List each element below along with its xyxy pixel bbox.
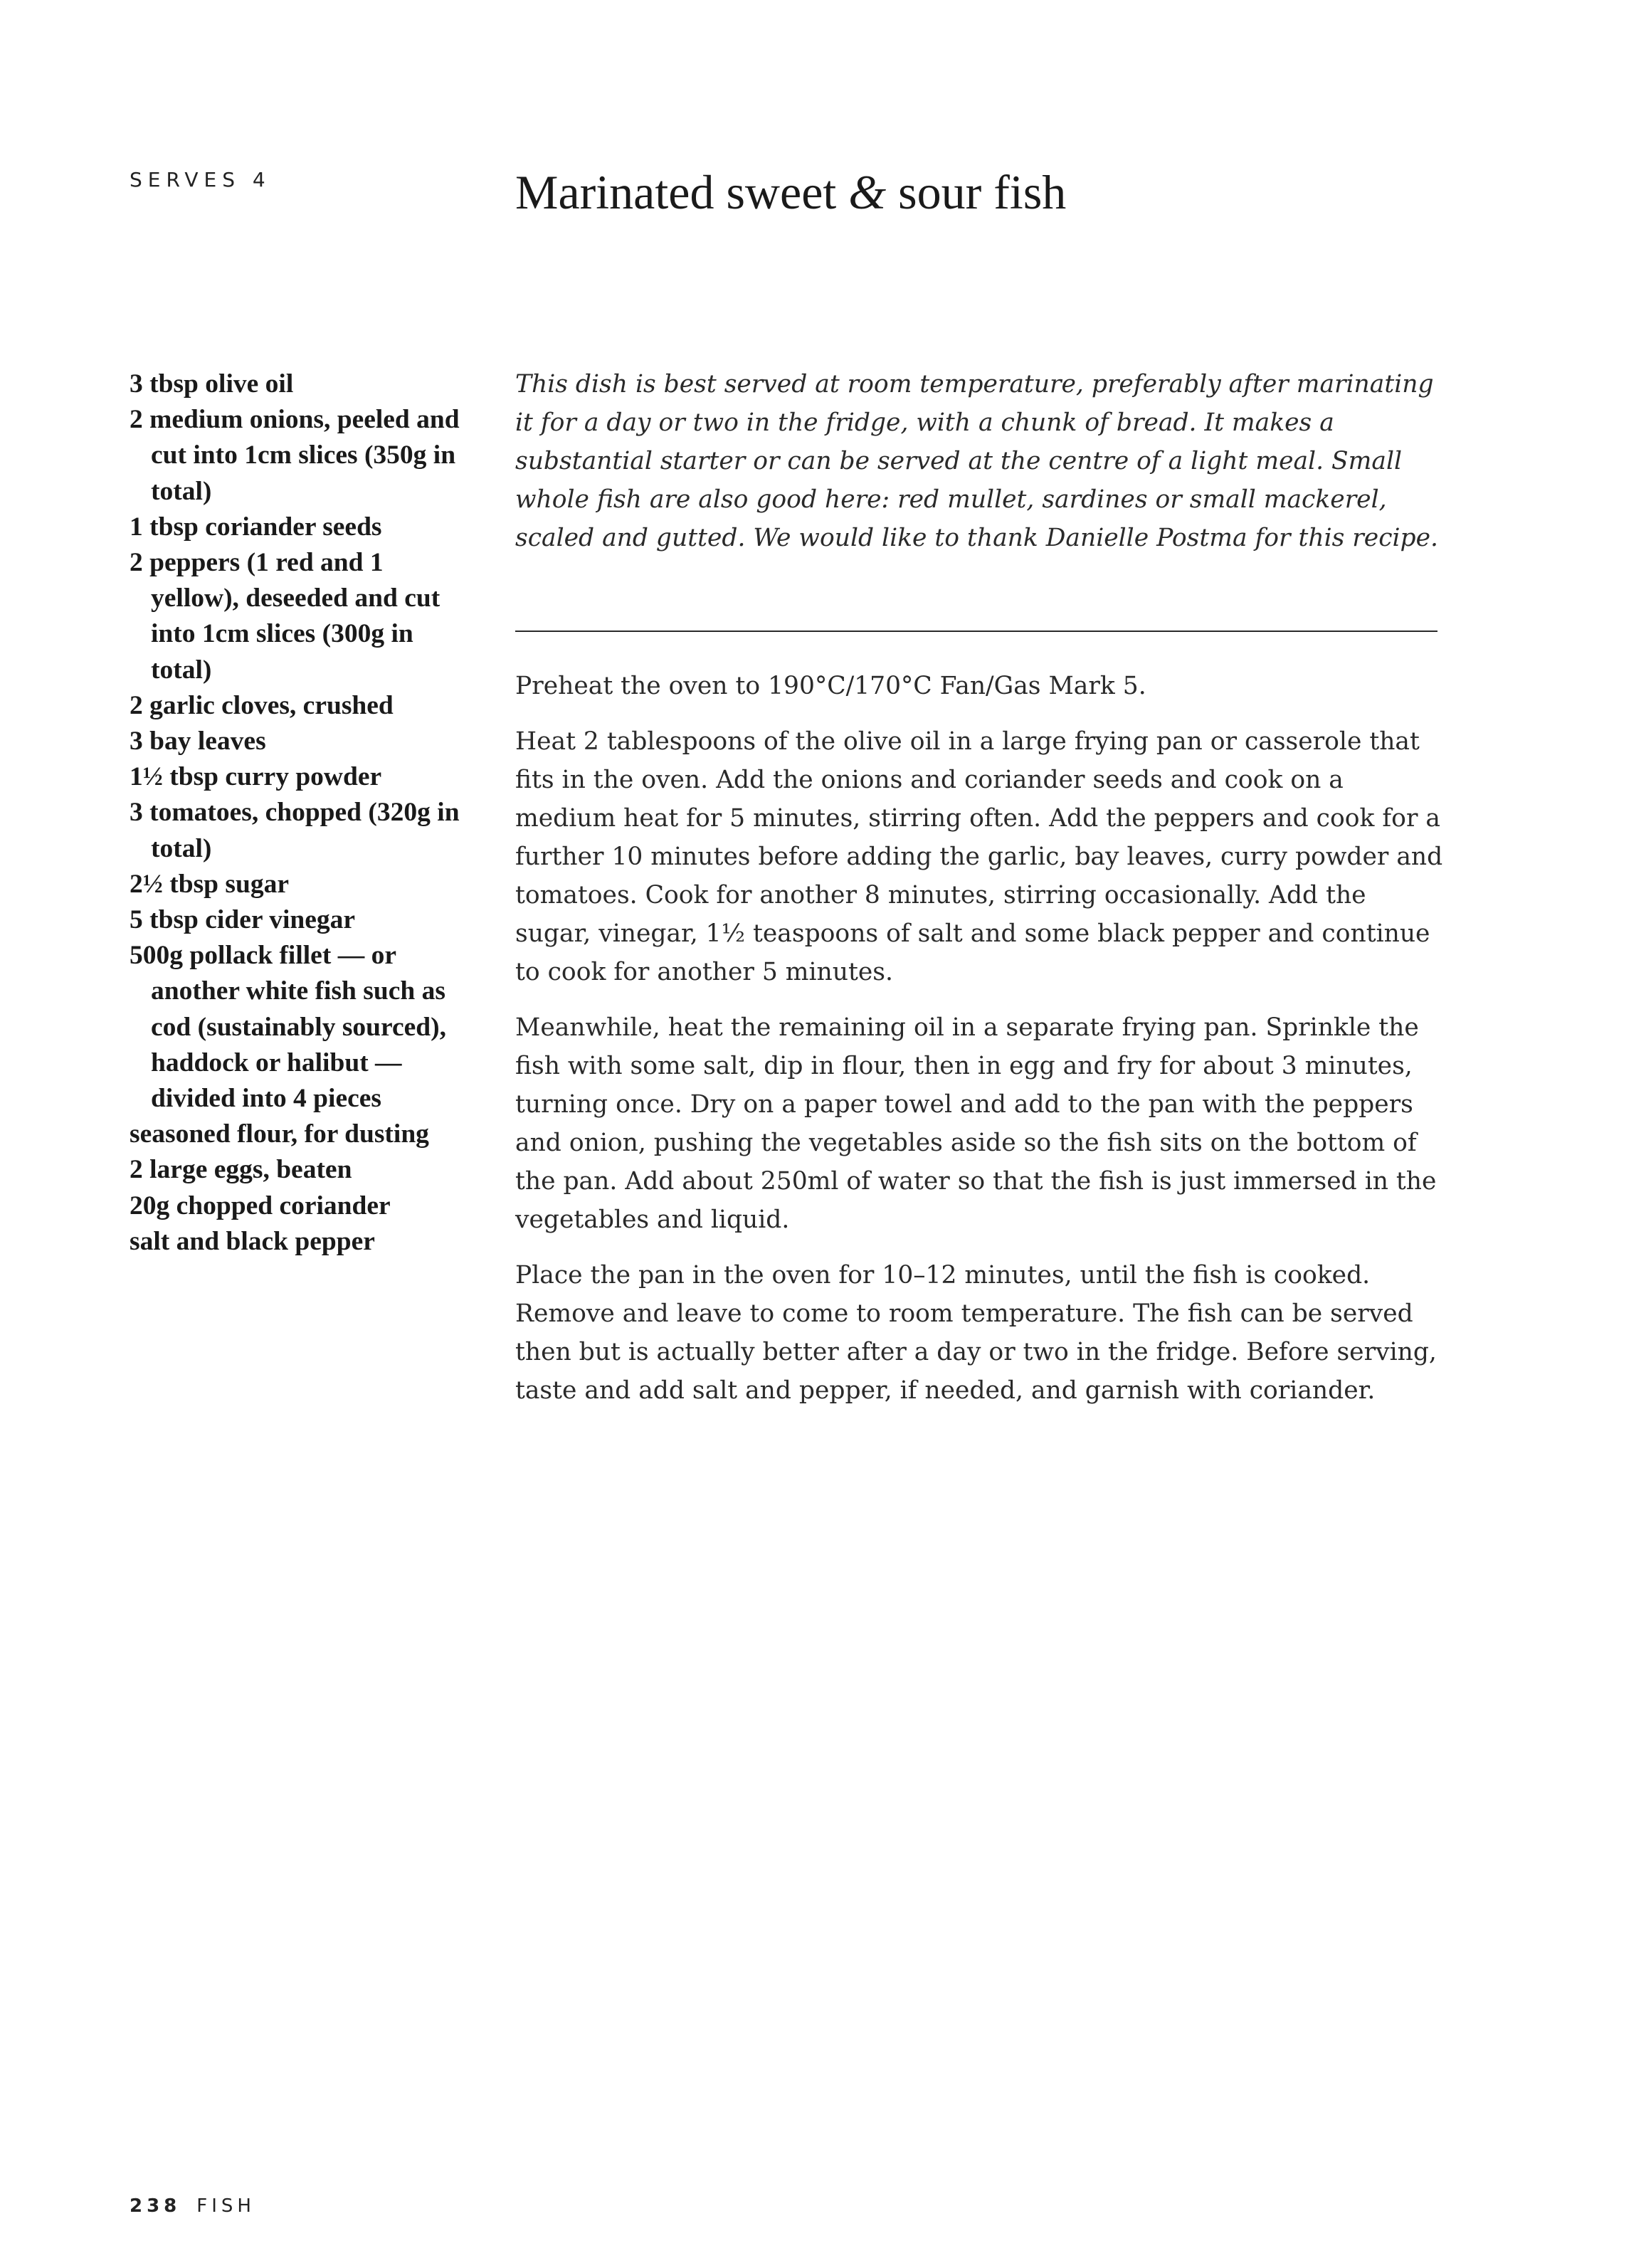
title-part-2: sour fish (886, 165, 1067, 219)
ingredient-item: 3 tbsp olive oil (130, 369, 294, 399)
method-paragraph: Meanwhile, heat the remaining oil in a separate frying pan. Sprinkle the fish with some salt, dip in flour, then in egg and fry for about 3 minutes, turning once. Dry on a paper towel and add to the pan with the peppers and onion, pushing the vegetables aside so the fish sits on the bottom of the pan. Add about 250ml of water so that the fish is just immersed in the vegetables and liquid. (515, 1013, 1437, 1234)
ingredient-item: 20g chopped coriander (130, 1191, 391, 1220)
page-footer (130, 2193, 255, 2219)
title-part-1: Marinated sweet (515, 165, 849, 219)
section-name: FISH (196, 2195, 255, 2217)
ingredient-item: seasoned flour, for dusting (130, 1119, 429, 1149)
ingredient-item: 1 tbsp coriander seeds (130, 512, 382, 542)
method-steps (515, 667, 1447, 1427)
ingredient-item: 1½ tbsp curry powder (130, 762, 382, 792)
method-paragraph: Preheat the oven to 190°C/170°C Fan/Gas Mark 5. (515, 672, 1146, 700)
ingredient-item: 2½ tbsp sugar (130, 869, 290, 899)
title-ampersand: & (848, 165, 887, 219)
page-number: 238 (130, 2195, 181, 2217)
recipe-title (515, 160, 1066, 224)
ingredient-item: 2 peppers (1 red and 1 yellow), deseeded and cut into 1cm slices (300g in total) (130, 548, 440, 685)
recipe-intro: This dish is best served at room temperature, preferably after marinating it for a day or two in the fridge, with a chunk of bread. It makes a substantial starter or can be served at the centre of a light meal. Small whole fish are also good here: red mullet, sardines or small mackerel, scaled and gutted. We would like to thank Danielle Postma for this recipe. (515, 370, 1439, 552)
ingredient-item: 3 bay leaves (130, 727, 266, 756)
ingredient-item: 2 large eggs, beaten (130, 1155, 352, 1185)
method-paragraph: Place the pan in the oven for 10–12 minutes, until the fish is cooked. Remove and leave to come to room temperature. The fish can be served then but is actually better after a day or two in the fridge. Before serving, taste and add salt and pepper, if needed, and garnish with coriander. (515, 1261, 1437, 1405)
serves-label: SERVES 4 (130, 168, 271, 191)
method-paragraph: Heat 2 tablespoons of the olive oil in a large frying pan or casserole that fits in the oven. Add the onions and coriander seeds and cook on a medium heat for 5 minutes, stirring often. Add the peppers and cook for a further 10 minutes before adding the garlic, bay leaves, curry powder and tomatoes. Cook for another 8 minutes, stirring occasionally. Add the sugar, vinegar, 1½ teaspoons of salt and some black pepper and continue to cook for another 5 minutes. (515, 727, 1443, 986)
ingredient-list (130, 366, 471, 1260)
ingredient-item: salt and black pepper (130, 1226, 375, 1256)
ingredient-item: 500g pollack fillet — or another white fish such as cod (sustainably sourced), haddock or halibut — divided into 4 pieces (130, 941, 446, 1114)
section-divider (515, 631, 1437, 632)
ingredient-item: 2 garlic cloves, crushed (130, 690, 394, 720)
ingredient-item: 3 tomatoes, chopped (320g in total) (130, 798, 460, 863)
ingredient-item: 5 tbsp cider vinegar (130, 905, 356, 935)
ingredient-item: 2 medium onions, peeled and cut into 1cm slices (350g in total) (130, 405, 460, 506)
